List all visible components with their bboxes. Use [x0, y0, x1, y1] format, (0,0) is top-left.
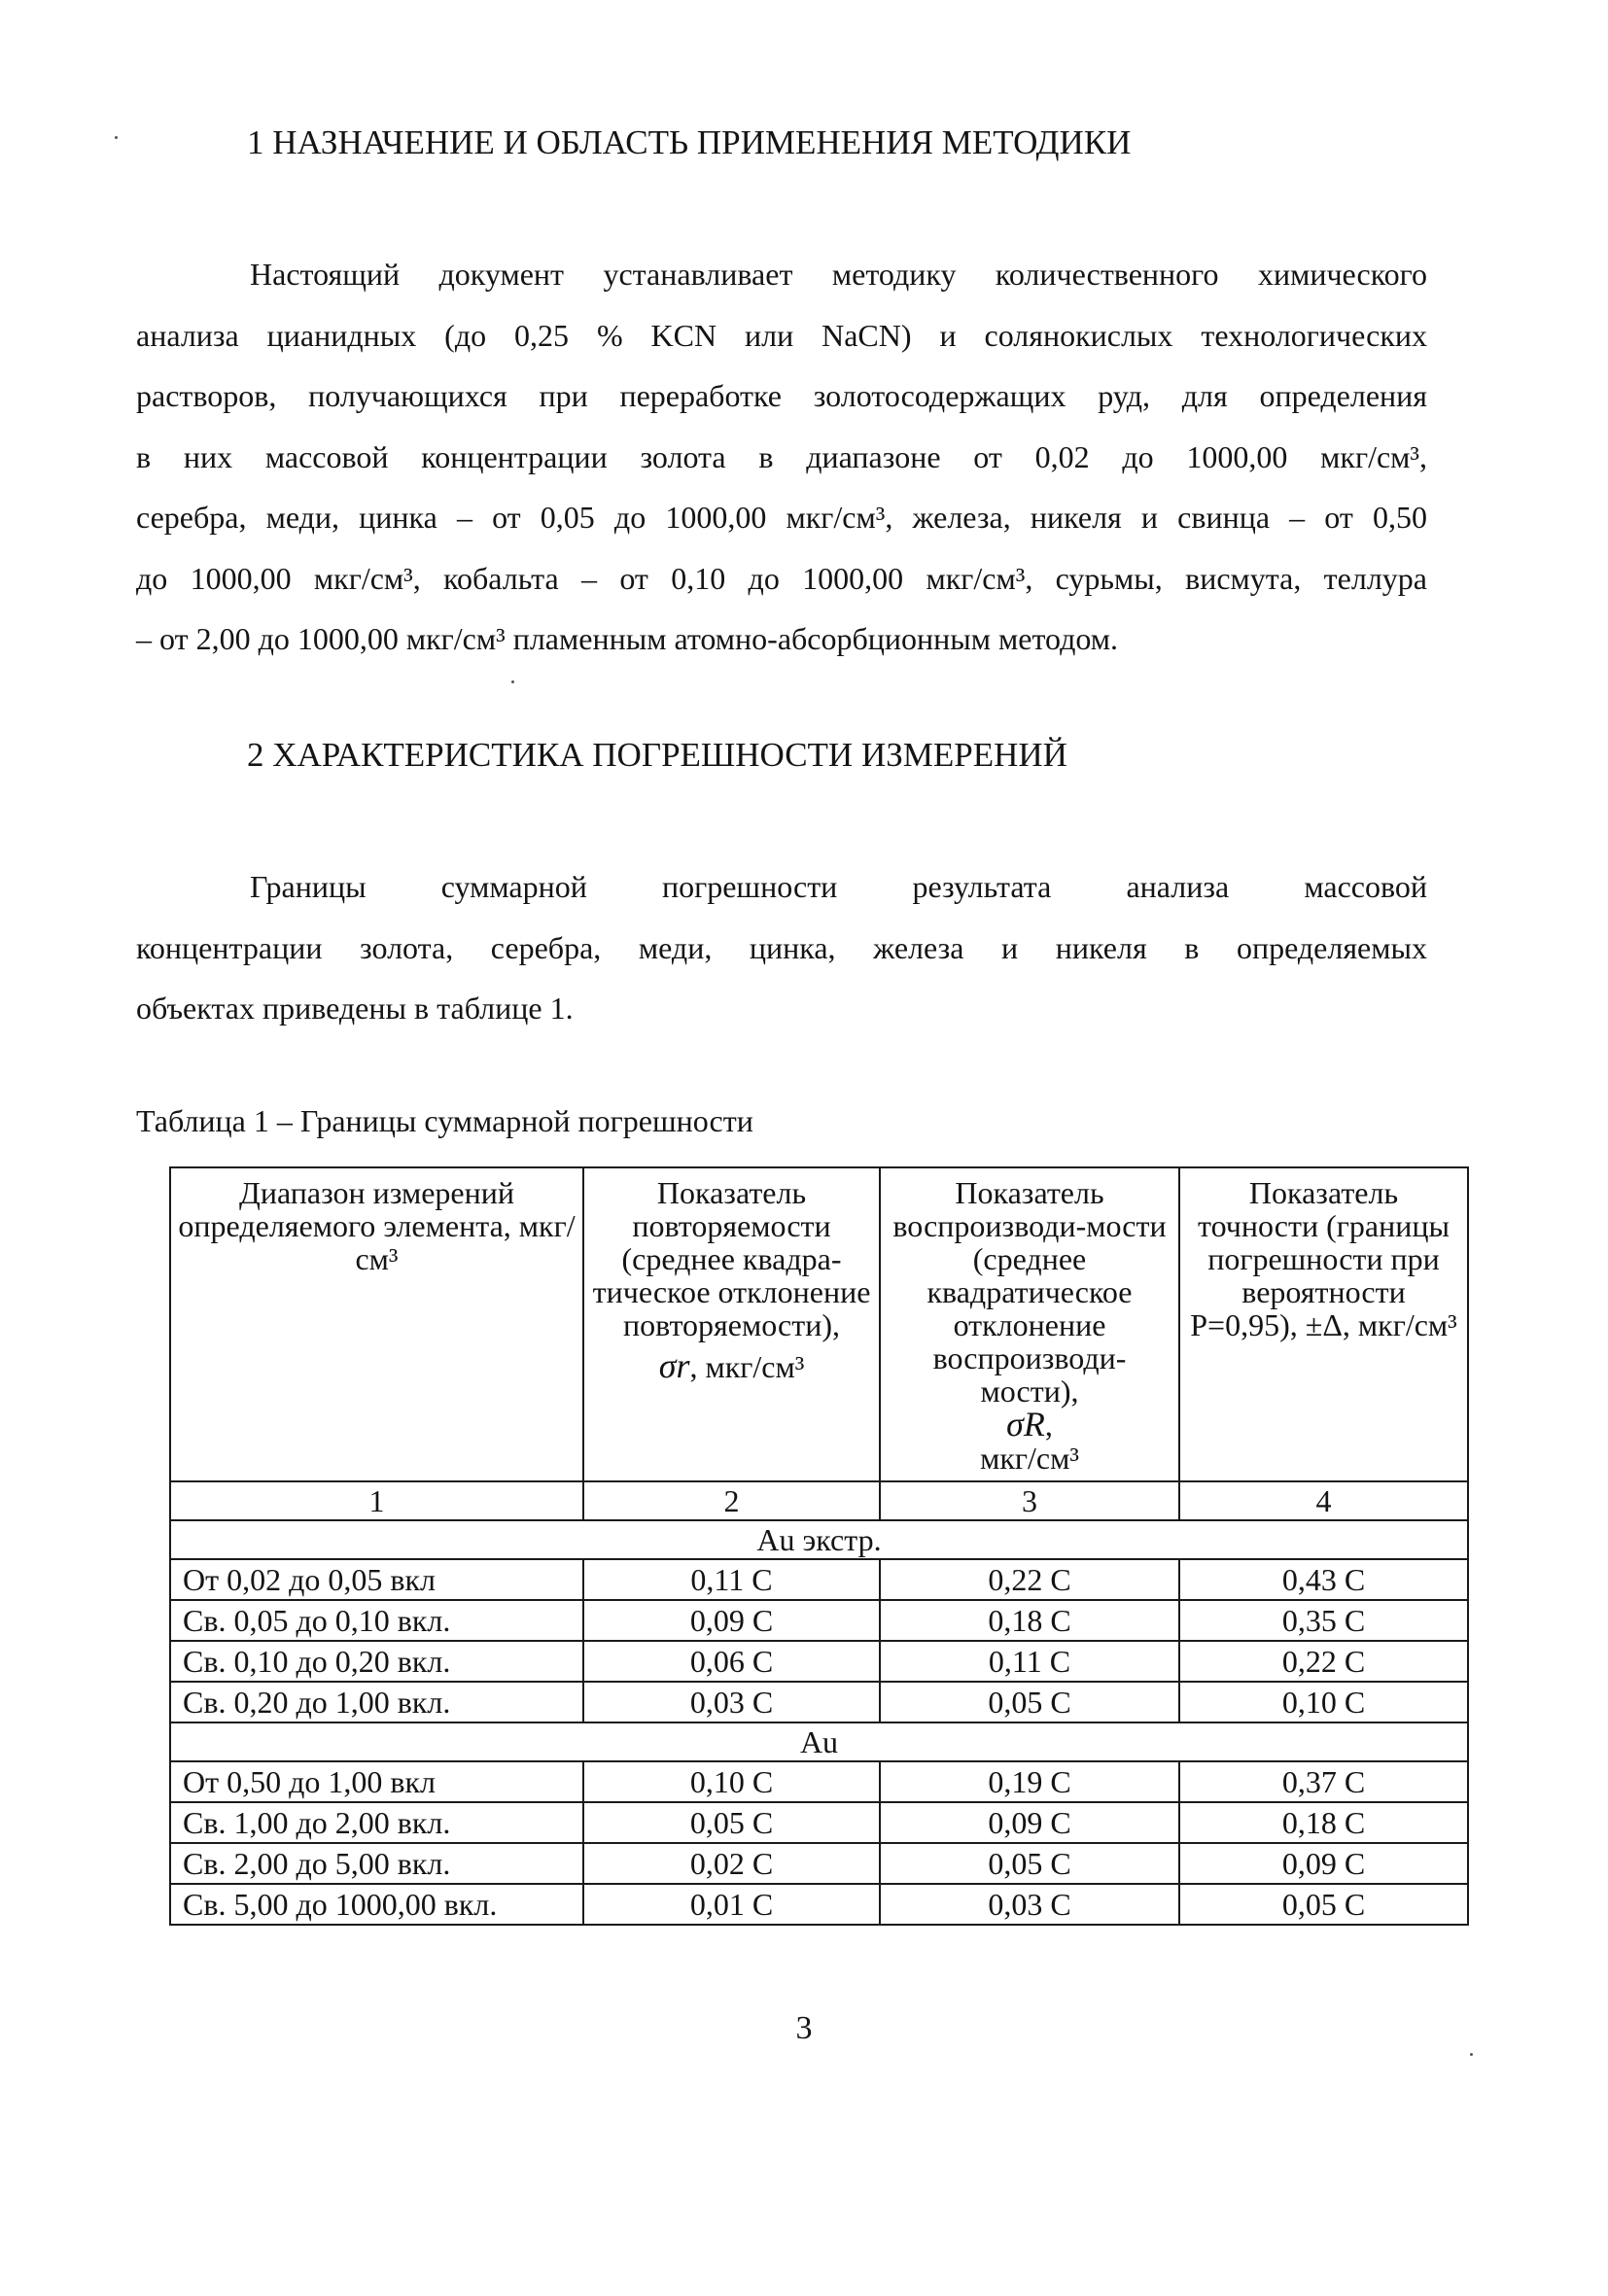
range-cell: Св. 0,20 до 1,00 вкл.: [170, 1682, 583, 1722]
table-header-row: [170, 1167, 1468, 1481]
repeatability-cell: 0,10 С: [583, 1761, 880, 1802]
repeatability-cell: 0,01 С: [583, 1884, 880, 1925]
group-label: Au: [170, 1722, 1468, 1761]
accuracy-cell: 0,43 С: [1179, 1559, 1468, 1600]
repeatability-cell: 0,11 С: [583, 1559, 880, 1600]
repeatability-cell: 0,06 С: [583, 1641, 880, 1682]
range-cell: От 0,50 до 1,00 вкл: [170, 1761, 583, 1802]
range-cell: Св. 0,05 до 0,10 вкл.: [170, 1600, 583, 1641]
accuracy-cell: 0,10 С: [1179, 1682, 1468, 1722]
paragraph-line: – от 2,00 до 1000,00 мкг/см³ пламенным атомно-абсорбционным методом.: [136, 621, 1119, 656]
range-cell: Св. 1,00 до 2,00 вкл.: [170, 1802, 583, 1843]
header-repeatability: Показатель повторяемости (среднее квадра-тическое отклонение повторяемости), σr, мкг/см³: [583, 1167, 880, 1481]
paragraph-line: анализа цианидных (до 0,25 % KCN или NaCN) и солянокислых технологических: [136, 317, 1427, 353]
table-row: [170, 1802, 1468, 1843]
column-number: 1: [170, 1481, 583, 1520]
paragraph-line: концентрации золота, серебра, меди, цинка, железа и никеля в определяемых: [136, 929, 1427, 965]
page-number: 3: [795, 2010, 813, 2046]
accuracy-cell: 0,18 С: [1179, 1802, 1468, 1843]
table-row: [170, 1843, 1468, 1884]
paragraph-line: в них массовой концентрации золота в диапазоне от 0,02 до 1000,00 мкг/см³,: [136, 438, 1427, 474]
accuracy-cell: 0,22 С: [1179, 1641, 1468, 1682]
column-number: 2: [583, 1481, 880, 1520]
scan-speck: [1470, 2053, 1473, 2056]
table-row: [170, 1682, 1468, 1722]
group-header-row: [170, 1722, 1468, 1761]
section-2-paragraph: [136, 856, 1427, 1039]
sigma-R-symbol: σR: [1006, 1405, 1045, 1444]
table-row: [170, 1641, 1468, 1682]
table-row: [170, 1884, 1468, 1925]
column-number: 3: [880, 1481, 1179, 1520]
paragraph-line: серебра, меди, цинка – от 0,05 до 1000,00 мкг/см³, железа, никеля и свинца – от 0,50: [136, 500, 1427, 535]
paragraph-line: объектах приведены в таблице 1.: [136, 991, 574, 1026]
table-row: [170, 1559, 1468, 1600]
scan-speck: [115, 136, 118, 139]
range-cell: От 0,02 до 0,05 вкл: [170, 1559, 583, 1600]
reproducibility-cell: 0,11 С: [880, 1641, 1179, 1682]
range-cell: Св. 2,00 до 5,00 вкл.: [170, 1843, 583, 1884]
sigma-r-symbol: σr: [658, 1346, 690, 1385]
section-1-heading: 1 НАЗНАЧЕНИЕ И ОБЛАСТЬ ПРИМЕНЕНИЯ МЕТОДИКИ: [247, 123, 1132, 161]
reproducibility-cell: 0,22 С: [880, 1559, 1179, 1600]
header-range: Диапазон измерений определяемого элемента, мкг/см³: [170, 1167, 583, 1481]
range-cell: Св. 5,00 до 1000,00 вкл.: [170, 1884, 583, 1925]
repeatability-cell: 0,09 С: [583, 1600, 880, 1641]
reproducibility-cell: 0,05 С: [880, 1682, 1179, 1722]
paragraph-line: растворов, получающихся при переработке золотосодержащих руд, для определения: [136, 378, 1427, 413]
reproducibility-cell: 0,03 С: [880, 1884, 1179, 1925]
reproducibility-cell: 0,05 С: [880, 1843, 1179, 1884]
accuracy-cell: 0,05 С: [1179, 1884, 1468, 1925]
section-1-paragraph: [136, 244, 1427, 670]
repeatability-cell: 0,02 С: [583, 1843, 880, 1884]
header-reproducibility: Показатель воспроизводи-мости (среднее квадратическое отклонение воспроизводи-мости), σR, мкг/см³: [880, 1167, 1179, 1481]
scan-speck: [511, 680, 514, 683]
paragraph-line: Настоящий документ устанавливает методику количественного химического: [250, 257, 1427, 292]
table-row: [170, 1600, 1468, 1641]
reproducibility-cell: 0,09 С: [880, 1802, 1179, 1843]
accuracy-cell: 0,35 С: [1179, 1600, 1468, 1641]
reproducibility-cell: 0,18 С: [880, 1600, 1179, 1641]
repeatability-cell: 0,05 С: [583, 1802, 880, 1843]
accuracy-cell: 0,37 С: [1179, 1761, 1468, 1802]
paragraph-line: Границы суммарной погрешности результата анализа массовой: [250, 869, 1427, 904]
range-cell: Св. 0,10 до 0,20 вкл.: [170, 1641, 583, 1682]
reproducibility-cell: 0,19 С: [880, 1761, 1179, 1802]
paragraph-line: до 1000,00 мкг/см³, кобальта – от 0,10 до 1000,00 мкг/см³, сурьмы, висмута, теллура: [136, 560, 1427, 596]
group-header-row: [170, 1520, 1468, 1559]
header-accuracy: Показатель точности (границы погрешности при вероятности Р=0,95), ±Δ, мкг/см³: [1179, 1167, 1468, 1481]
column-number-row: [170, 1481, 1468, 1520]
table-row: [170, 1761, 1468, 1802]
table-caption: Таблица 1 – Границы суммарной погрешности: [136, 1103, 753, 1138]
column-number: 4: [1179, 1481, 1468, 1520]
accuracy-cell: 0,09 С: [1179, 1843, 1468, 1884]
section-2-heading: 2 ХАРАКТЕРИСТИКА ПОГРЕШНОСТИ ИЗМЕРЕНИЙ: [247, 736, 1067, 774]
repeatability-cell: 0,03 С: [583, 1682, 880, 1722]
error-limits-table: [169, 1166, 1469, 1926]
group-label: Au экстр.: [170, 1520, 1468, 1559]
